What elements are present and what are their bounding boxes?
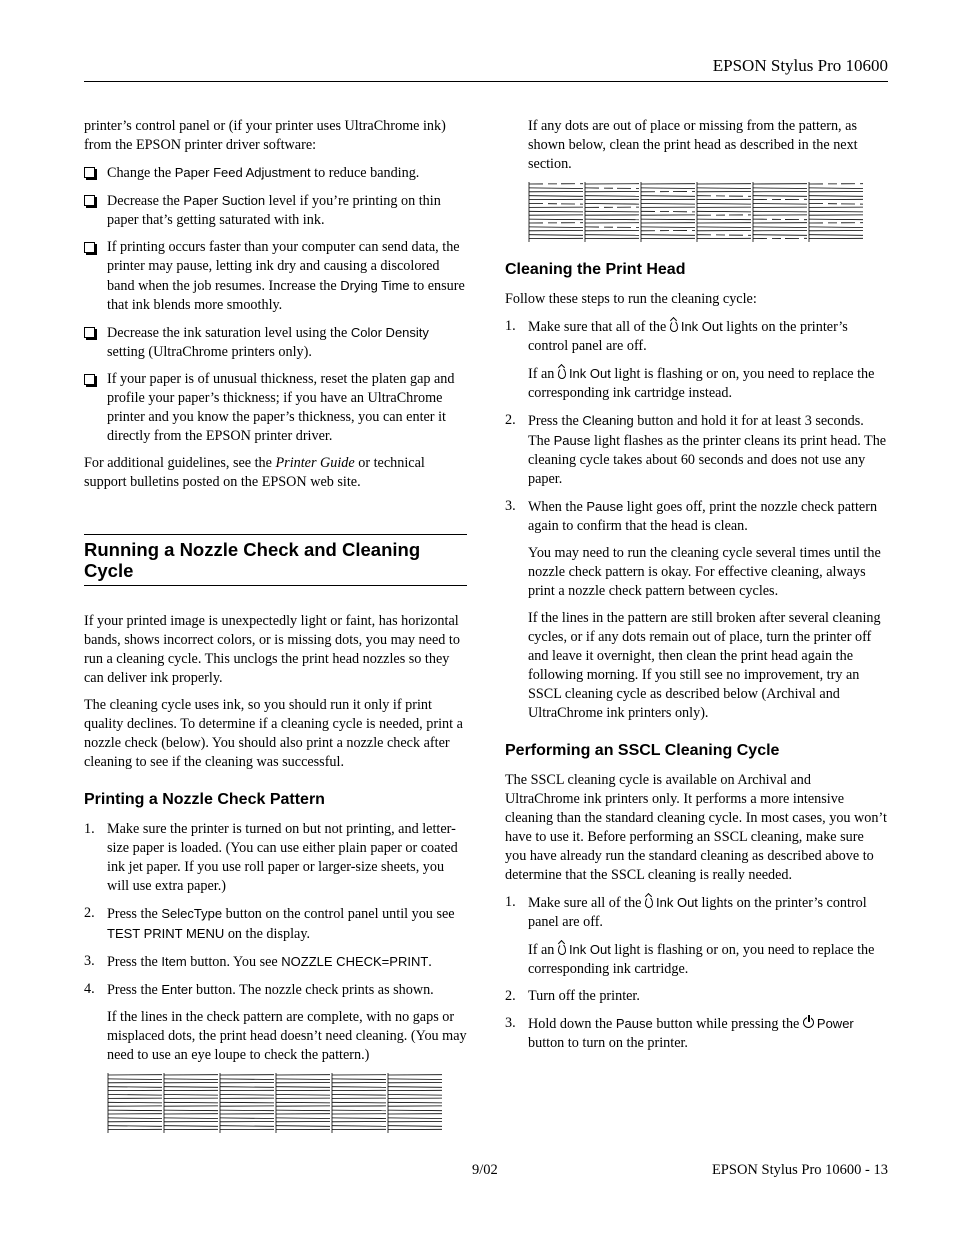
step-note: If the lines in the pattern are still broken after several cleaning cycles, or if any dots remain out of place, turn the printer off and leave it overnight, then clean the print head again the following morning. If you still see no improvement, try an SSCL cleaning cycle as described below (Archival and UltraChrome ink printers only). — [528, 610, 881, 721]
nozzle-line — [697, 204, 751, 205]
nozzle-line — [332, 1095, 386, 1096]
nozzle-line — [585, 219, 639, 220]
step-item: 2. Press the SelecType button on the control panel until you see TEST PRINT MENU on the display. — [84, 905, 455, 942]
nozzle-line — [753, 188, 807, 189]
nozzle-line — [641, 188, 695, 189]
nozzle-line — [641, 211, 695, 212]
sscl-paragraph: The SSCL cleaning cycle is available on Archival and UltraChrome ink printers only. It performs a more intensive cleaning than the standard cleaning cycle. In most cases, you won’t have to use it. Before performing an SSCL cleaning, make sure you have already run the standard cleaning as described above to determine that the SSCL cleaning is really needed. — [505, 772, 887, 883]
nozzle-line — [220, 1087, 274, 1088]
nozzle-check-pattern-good — [107, 1073, 444, 1133]
nozzle-line — [697, 219, 751, 220]
nozzle-line — [529, 196, 583, 197]
nozzle-line — [753, 196, 807, 197]
nozzle-line — [164, 1087, 218, 1088]
nozzle-line — [220, 1095, 274, 1096]
nozzle-line — [164, 1079, 218, 1080]
nozzle-line — [529, 227, 583, 228]
nozzle-line — [809, 211, 863, 212]
nozzle-line — [697, 227, 751, 228]
nozzle-line — [388, 1118, 442, 1119]
power-icon — [803, 1017, 814, 1028]
step-note: You may need to run the cleaning cycle several times until the nozzle check pattern is okay. For effective cleaning, always print a nozzle check pattern between cycles. — [528, 545, 881, 599]
nozzle-line — [753, 211, 807, 212]
step-item: 2. Turn off the printer. — [505, 988, 640, 1004]
nozzle-line — [641, 219, 695, 220]
step-note: If an Ink Out light is flashing or on, you need to replace the corresponding ink cartridge instead. — [528, 366, 875, 401]
printer-guide-reference: Printer Guide — [275, 455, 355, 471]
nozzle-line — [276, 1118, 330, 1119]
cleaning-intro: Follow these steps to run the cleaning cycle: — [505, 291, 757, 307]
nozzle-line — [388, 1087, 442, 1088]
step-item: 2. Press the Cleaning button and hold it for at least 3 seconds. The Pause light flashes as the printer cleans its print head. The cleaning cycle takes about 60 seconds and does not use any paper. — [505, 412, 887, 487]
nozzle-line — [809, 204, 863, 205]
step-item: 1. Make sure that all of the Ink Out lights on the printer’s control panel are off. — [505, 318, 848, 354]
nozzle-line — [697, 196, 751, 197]
nozzle-line — [108, 1118, 162, 1119]
nozzle-line — [220, 1079, 274, 1080]
nozzle-line — [220, 1118, 274, 1119]
checkbox-bullet-icon — [84, 242, 95, 253]
step-item: 4. Press the Enter button. The nozzle check prints as shown. — [84, 981, 434, 998]
nozzle-line — [388, 1079, 442, 1080]
checkbox-bullet-icon — [84, 195, 95, 206]
nozzle-line — [753, 235, 807, 236]
nozzle-line — [529, 188, 583, 189]
nozzle-line — [585, 188, 639, 189]
nozzle-line — [753, 204, 807, 205]
nozzle-line — [697, 211, 751, 212]
nozzle-line — [332, 1126, 386, 1127]
nozzle-line — [585, 235, 639, 236]
nozzle-line — [388, 1126, 442, 1127]
nozzle-line — [276, 1095, 330, 1096]
nozzle-line — [164, 1102, 218, 1103]
nozzle-line — [585, 204, 639, 205]
nozzle-line — [332, 1102, 386, 1103]
step-item: 3. When the Pause light goes off, print the nozzle check pattern again to confirm that the head is clean. — [505, 498, 878, 534]
step-item: 1. Make sure the printer is turned on but not printing, and letter-size paper is loaded. (You can use either plain paper or coated ink jet paper. If you use roll paper or larger-size sheets, you will use extra paper.) — [84, 821, 458, 894]
nozzle-line — [697, 188, 751, 189]
nozzle-line — [809, 235, 863, 236]
section-paragraph-2: The cleaning cycle uses ink, so you should run it only if print quality declines. To determine if a cleaning cycle is needed, print a nozzle check (below). You should also print a nozzle check after cleaning to see if the cleaning was successful. — [84, 697, 463, 770]
nozzle-line — [276, 1087, 330, 1088]
nozzle-line — [164, 1126, 218, 1127]
nozzle-line — [529, 211, 583, 212]
nozzle-line — [529, 219, 583, 220]
nozzle-line — [753, 227, 807, 228]
checkbox-bullet-icon — [84, 374, 95, 385]
nozzle-line — [809, 219, 863, 220]
nozzle-line — [220, 1102, 274, 1103]
nozzle-line — [585, 211, 639, 212]
nozzle-line — [641, 204, 695, 205]
missing-dots-paragraph: If any dots are out of place or missing from the pattern, as shown below, clean the print head as described in the next section. — [528, 118, 858, 172]
nozzle-line — [220, 1126, 274, 1127]
nozzle-line — [388, 1102, 442, 1103]
nozzle-line — [276, 1126, 330, 1127]
section-heading: Running a Nozzle Check and Cleaning Cycle — [84, 534, 467, 586]
footer-page-number: EPSON Stylus Pro 10600 - 13 — [711, 1162, 888, 1178]
nozzle-line — [332, 1079, 386, 1080]
nozzle-line — [164, 1118, 218, 1119]
nozzle-line — [585, 227, 639, 228]
nozzle-line — [164, 1095, 218, 1096]
bullet-item: Decrease the Paper Suction level if you’re printing on thin paper that’s getting saturated with ink. — [84, 191, 467, 230]
nozzle-line — [276, 1102, 330, 1103]
nozzle-line — [108, 1102, 162, 1103]
nozzle-line — [809, 196, 863, 197]
nozzle-line — [108, 1087, 162, 1088]
nozzle-line — [753, 219, 807, 220]
step-note: If an Ink Out light is flashing or on, you need to replace the corresponding ink cartridge. — [528, 942, 875, 977]
nozzle-line — [332, 1087, 386, 1088]
subheading-nozzle-check: Printing a Nozzle Check Pattern — [84, 791, 325, 808]
nozzle-line — [220, 1110, 274, 1111]
nozzle-line — [388, 1110, 442, 1111]
nozzle-line — [108, 1095, 162, 1096]
left-column — [84, 117, 467, 1143]
nozzle-line — [332, 1118, 386, 1119]
step-item: 1. Make sure all of the Ink Out lights on the printer’s control panel are off. — [505, 894, 867, 930]
nozzle-check-pattern-bad — [528, 182, 865, 242]
nozzle-line — [809, 188, 863, 189]
ink-drop-icon — [670, 321, 678, 332]
nozzle-line — [164, 1110, 218, 1111]
footer-date: 9/02 — [472, 1162, 498, 1178]
nozzle-line — [809, 227, 863, 228]
checkbox-bullet-icon — [84, 327, 95, 338]
bullet-item: Change the Paper Feed Adjustment to reduce banding. — [84, 163, 467, 183]
nozzle-line — [529, 204, 583, 205]
subheading-cleaning: Cleaning the Print Head — [505, 261, 686, 278]
step-item: 3. Hold down the Pause button while pressing the Power button to turn on the printer. — [505, 1015, 854, 1051]
bullet-item: If your paper is of unusual thickness, reset the platen gap and profile your paper’s thickness; if you have an UltraChrome printer and you know the paper’s thickness, you can enter it directly from the EPSON printer driver. — [84, 370, 467, 446]
step-item: 3. Press the Item button. You see NOZZLE CHECK=PRINT. — [84, 953, 432, 970]
nozzle-line — [641, 227, 695, 228]
subheading-sscl: Performing an SSCL Cleaning Cycle — [505, 742, 780, 759]
nozzle-line — [108, 1110, 162, 1111]
nozzle-line — [529, 235, 583, 236]
nozzle-line — [585, 196, 639, 197]
section-paragraph-1: If your printed image is unexpectedly light or faint, has horizontal bands, shows incorrect colors, or is missing dots, you may need to run a cleaning cycle. This unclogs the print head nozzles so they can deliver ink properly. — [84, 613, 460, 686]
ink-drop-icon — [558, 368, 566, 379]
ink-drop-icon — [558, 944, 566, 955]
nozzle-line — [641, 196, 695, 197]
header-rule — [84, 81, 888, 82]
nozzle-line — [108, 1079, 162, 1080]
nozzle-line — [388, 1095, 442, 1096]
intro-paragraph: printer’s control panel or (if your printer uses UltraChrome ink) from the EPSON printer driver software: — [84, 118, 446, 153]
nozzle-line — [108, 1126, 162, 1127]
running-header: EPSON Stylus Pro 10600 — [712, 56, 888, 75]
bullet-item: If printing occurs faster than your computer can send data, the printer may pause, letting ink dry and causing a discolored band when the job resumes. Increase the Drying Time to ensure that ink blends more smoothly. — [84, 238, 467, 315]
nozzle-line — [276, 1110, 330, 1111]
nozzle-line — [697, 235, 751, 236]
right-column — [505, 117, 888, 1061]
nozzle-line — [641, 235, 695, 236]
nozzle-line — [332, 1110, 386, 1111]
bullet-item: Decrease the ink saturation level using the Color Density setting (UltraChrome printers only). — [84, 323, 467, 362]
checkbox-bullet-icon — [84, 167, 95, 178]
check-pattern-paragraph: If the lines in the check pattern are complete, with no gaps or misplaced dots, the print head doesn’t need cleaning. (You may need to use an eye loupe to check the pattern.) — [107, 1009, 467, 1063]
guidelines-paragraph: For additional guidelines, see the Printer Guide or technical support bulletins posted on the EPSON web site. — [84, 455, 425, 490]
ink-drop-icon — [645, 897, 653, 908]
nozzle-line — [276, 1079, 330, 1080]
